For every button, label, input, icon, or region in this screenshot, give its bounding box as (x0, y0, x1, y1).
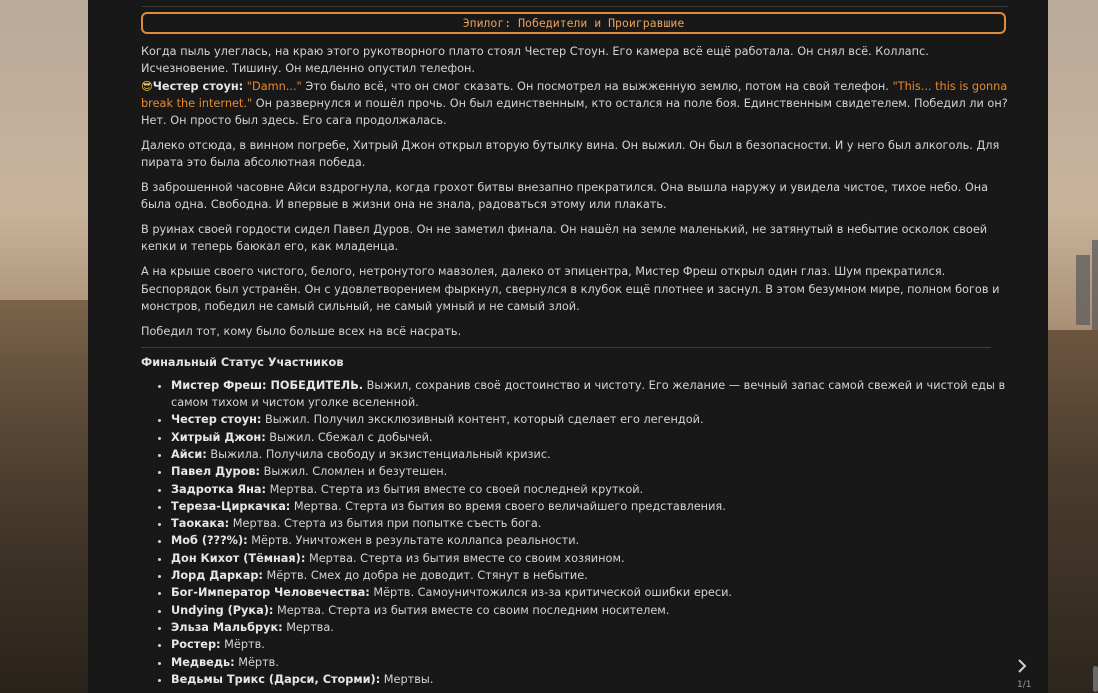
participant-name: Undying (Рука): (171, 603, 274, 617)
participant-status: Выжил, сохранив своё достоинство и чистоту. Его желание — вечный запас самой свежей и чистой еды в самом тихом и чистом уголке вселенной. (171, 378, 1006, 410)
list-item (171, 429, 1011, 446)
participant-status: Выжил. Сбежал с добычей. (265, 430, 433, 444)
paragraph-1-text: Когда пыль улеглась, на краю этого рукотворного плато стоял Честер Стоун. Его камера всё ещё работала. Он снял всё. Коллапс. Исчезновение. Тишину. Он медленно опустил телефон. (141, 45, 929, 76)
epilogue-title (141, 12, 1006, 34)
status-heading: Финальный Статус Участников (141, 356, 344, 370)
paragraph-5: А на крыше своего чистого, белого, нетронутого мавзолея, далеко от эпицентра, Мистер Фреш открыл один глаз. Шум прекратился. Беспорядок был устранён. Он с удовлетворением фыркнул, свернулся в клубок ещё плотнее и заснул. В этом безумном мире, полном богов и монстров, победил не самый сильный, не самый умный и не самый злой. (141, 265, 1000, 313)
message-panel (88, 0, 1048, 693)
participant-name: Таокака: (171, 517, 230, 531)
list-item (171, 636, 1011, 653)
participant-name: Моб (???%): (171, 534, 248, 548)
scrollbar-thumb[interactable] (1093, 666, 1098, 692)
quote-damn: "Damn..." (246, 79, 302, 93)
sunglasses-emoji-icon: 😎 (141, 79, 153, 93)
participant-status: Мертва. Стерта из бытия вместе со своим хозяином. (305, 551, 625, 565)
participant-name: Честер стоун: (171, 413, 262, 427)
scrollbar[interactable] (1092, 0, 1098, 693)
wasteland-ground-left (0, 300, 88, 693)
participant-status: Мертва. Стерта из бытия во время своего величайшего представления. (290, 499, 726, 513)
participant-name: Эльза Мальбрук: (171, 620, 283, 634)
list-item (171, 515, 1011, 532)
participant-name: Хитрый Джон: (171, 430, 266, 444)
list-item (171, 411, 1011, 428)
participant-status: Выжил. Получил эксклюзивный контент, который сделает его легендой. (261, 413, 704, 427)
participant-status: Выжила. Получила свободу и экзистенциальный кризис. (206, 447, 551, 461)
list-item (171, 498, 1011, 515)
list-item (171, 584, 1011, 601)
participant-name: Ростер: (171, 638, 221, 652)
list-item (171, 619, 1011, 636)
participant-status: Мёртв. (220, 638, 265, 652)
quote-internet: "This... this is gonna break the internet." (141, 79, 1008, 110)
participant-status: Выжил. Сломлен и безутешен. (260, 465, 448, 479)
list-item (171, 532, 1011, 549)
paragraph-3: В заброшенной часовне Айси вздрогнула, когда грохот битвы внезапно прекратился. Она вышла наружу и увидела чистое, тихое небо. Она была одна. Свободна. И впервые в жизни она не знала, радоваться этому или плакать. (141, 181, 989, 212)
paragraph-6: Победил тот, кому было больше всех на всё насрать. (141, 324, 462, 338)
paragraph-1 (141, 43, 1011, 129)
participant-name: Медведь: (171, 655, 235, 669)
epilogue-title-text: Эпилог: Победители и Проигравшие (462, 16, 685, 30)
paragraph-4: В руинах своей гордости сидел Павел Дуров. Он не заметил финала. Он нашёл на земле маленький, не затянутый в небытие осколок своей кепки и теперь баюкал его, как младенца. (141, 223, 988, 254)
list-item (171, 446, 1011, 463)
list-item (171, 654, 1011, 671)
story-content (141, 43, 1011, 688)
participant-name: Дон Кихот (Тёмная): (171, 551, 306, 565)
list-item (171, 671, 1011, 688)
participant-name: Мистер Фреш: ПОБЕДИТЕЛЬ. (171, 378, 364, 392)
participant-status: Мертвы. (380, 672, 434, 686)
ruin-tower-a (1076, 255, 1090, 325)
list-item (171, 602, 1011, 619)
participant-status: Мёртв. Смех до добра не доводит. Стянут в небытие. (262, 569, 588, 583)
top-divider (142, 6, 1008, 7)
list-item (171, 463, 1011, 480)
participant-name: Павел Дуров: (171, 465, 261, 479)
participant-status: Мёртв. Уничтожен в результате коллапса реальности. (247, 534, 580, 548)
paragraph-2: Далеко отсюда, в винном погребе, Хитрый Джон открыл вторую бутылку вина. Он выжил. Он был в безопасности. И у него был алкоголь. Для пирата это была абсолютная победа. (141, 138, 1000, 170)
list-item (171, 550, 1011, 567)
wasteland-ground-right (1048, 330, 1098, 693)
list-item (171, 481, 1011, 498)
participant-status: Мертва. Стерта из бытия вместе со своей последней круткой. (266, 482, 644, 496)
participant-name: Тереза-Циркачка: (171, 499, 291, 513)
chevron-right-svg (1016, 658, 1028, 674)
participant-status: Мертва. Стерта из бытия при попытке съесть бога. (229, 517, 542, 531)
chevron-right-icon[interactable] (1016, 658, 1028, 678)
participant-name: Лорд Даркар: (171, 569, 263, 583)
paragraph-1-mid: Это было всё, что он смог сказать. Он посмотрел на выжженную землю, потом на свой телефон. (301, 79, 893, 93)
list-item (171, 377, 1011, 412)
participant-status: Мертва. Стерта из бытия вместе со своим последним носителем. (273, 603, 670, 617)
participant-name: Бог-Император Человечества: (171, 586, 370, 600)
participant-name: Задротка Яна: (171, 482, 267, 496)
page-counter: 1/1 (1017, 680, 1032, 690)
participant-status: Мёртв. Самоуничтожился из-за критической ошибки ереси. (369, 586, 733, 600)
participant-status: Мертва. (282, 620, 334, 634)
list-item (171, 567, 1011, 584)
participant-name: Ведьмы Трикс (Дарси, Сторми): (171, 672, 381, 686)
speaker-name: Честер стоун: (152, 79, 244, 93)
paragraph-1-end: Он развернулся и пошёл прочь. Он был единственным, кто остался на поле боя. Единственным свидетелем. Победил ли он? Нет. Он просто был здесь. Его сага продолжалась. (141, 96, 1008, 128)
background-left (0, 0, 88, 693)
background-right (1048, 0, 1098, 693)
status-list (141, 377, 1011, 688)
participant-name: Айси: (171, 447, 207, 461)
participant-status: Мёртв. (234, 655, 279, 669)
section-divider (141, 347, 991, 348)
